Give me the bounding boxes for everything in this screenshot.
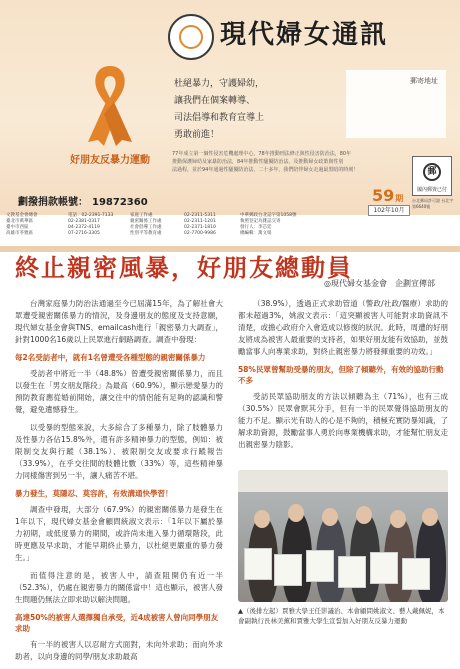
postage-stamp [412,156,452,196]
foundation-logo-icon [168,14,214,60]
article-paragraph: 而值得注意的是，被害人中，請查阻開仍有近一半（52.3%），仍處在親密暴力的關係當中！這也顯示，被害人發生問題仍無法立即求助以解決問題。 [15,571,223,604]
mailing-address-box [346,70,446,138]
section-subhead: 高達50%的被害人選擇獨自承受，近4成被害人曾向同學朋友求助 [15,613,219,633]
section-subhead: 58%民眾曾幫助受暴的朋友，但除了傾聽外，有效的協助行動不多 [238,365,444,385]
photo-sign [274,554,302,586]
masthead [0,0,460,215]
office-column: 家庭工作處 親密關係工作處 社會倡導工作處 性別平等教育處 [130,213,162,236]
office-column: 文教基金會總會 臺北市萬華區 臺中市西區 高雄市苓雅區 [6,213,38,236]
donation-label: 劃撥捐款帳號： [18,197,88,208]
photo-face [254,510,270,528]
slogan-block [174,76,264,144]
slogan-line: 勇敢前進！ [174,130,220,140]
photo-sign [370,552,398,584]
article-paragraph: 以受暴的型態來說，大多綜合了多種暴力，除了肢體暴力及性暴力各佔15.8%外，還有許多精神暴力的型態，例如：被限制交友與行蹤（38.1%）、被限制交友或要求行蹤報告（33.9%），在乎交往間的肢體比數（33%）等，這些精神暴力同樣傷害到另一半，讓人痛苦不堪。 [15,423,223,480]
history-line: 77年成立第一個性侵害危機處理中心，78年推動刑法修正與性侵害防治法，80年 [172,151,352,157]
office-column: 02-2311-5311 02-2311-1201 02-2371-1810 02-7700-9986 [184,213,216,236]
awareness-ribbon-icon [82,62,138,146]
slogan-line: 司法倡導和教育宣導上 [174,113,265,123]
article-column-right [238,298,448,457]
photo-sign [338,556,366,588]
article-paragraph: 有一半的被害人以忍耐方式面對，未向外求助；而向外求助者，以向身邊的同學/朋友求助最高 [15,640,223,661]
photo-sign [402,558,430,590]
address-label: 郵寄地址 [410,77,438,85]
mail-permit: 台北郵局許可證 台北字第6640號 [412,198,454,209]
postage-seal-icon: 郵 [423,163,441,181]
article-column-left [15,298,223,669]
issue-date: 102年10月 [368,205,410,216]
office-directory [6,213,356,243]
photo-face [390,510,406,528]
article-headline: 終止親密風暴，好朋友總動員 [15,253,353,282]
office-column: 中華郵政台北誌字第1058號 執照登記為雜誌交寄 發行人：李芯廷 總編輯：萬文娟 [240,213,297,236]
photo-face [422,508,438,526]
history-line: 法過程，並於94年通過性騷擾防治法，二十多年，我們陪伴婦女走過最黑暗的時刻！ [172,167,359,173]
photo-sign [306,550,334,582]
section-subhead: 暴力發生，莫隱忍、莫容許，有效溝通快學習！ [15,489,173,498]
postage-label: 國內郵資已付 [416,187,447,193]
slogan-line: 讓我們在個案轉導、 [174,96,256,106]
photo-face [322,508,338,526]
article-paragraph: 受訪者中將近一半（48.8%）曾遭受親密關係暴力，而且以發生在「男女朋友階段」為最高（60.9%），顯示戀愛暴力的預防教育應從婚前開始，讓交往中的情侶能有足夠的認識和警覺，避免遺憾發生。 [15,369,223,414]
article-byline: ◎現代婦女基金會 企劃宣傳部 [324,279,435,288]
article-paragraph: （38.9%），透過正式求助管道（警政/社政/醫療）求助的都未超過3%，姚淑文表示：「這突顯被害人可能對求助資訊不清楚，或擔心政府介入會造成以修復的狀況。此時，周遭的好朋友將成為被害人最重要的支持者，如果好朋友能有效協助，並鼓勵當事人向專業求助，對終止親密暴力將發揮重要的功效。」 [238,299,448,356]
donation-account [18,193,148,208]
issue-number: 59期 [372,186,404,205]
event-photo [238,470,448,602]
photo-caption: ▲（後排左起）賈雅大學王任影議治、本會顧問姚淑文、藝人戴佩妮，本會副執行長林美薰和賈雅大學生宣誓加入好朋友反暴力運動 [238,607,445,625]
newsletter-title: 現代婦女通訊 [220,20,389,50]
photo-sign [244,548,272,580]
donation-number: 19872360 [92,197,148,208]
article-paragraph: 台灣家庭暴力防治法通過至今已屆滿15年，為了解社會大眾遭受親密關係暴力的情況，及身邊朋友的態度及支持意願，現代婦女基金會與TNS、emailcash進行「親密暴力大調查」，針對1000名16歲以上民眾進行網路調查。調查中發現： [15,299,223,344]
article-paragraph: 調查中發現，大部分（67.9%）的親密關係暴力是發生在1年以下，現代婦女基金會顧問統淑文表示：「1年以下屬於暴力初期，或低度暴力的期間，或許尚未進入暴力循環階段，此時更應及早求助，才能早期終止暴力，以杜絕更嚴重的暴力發生。」 [15,505,223,562]
photo-face [288,504,304,522]
slogan-line: 杜絕暴力，守護婦幼， [174,79,265,89]
photo-backdrop [238,470,448,492]
article-paragraph: 受訪民眾協助朋友的方法以傾聽為主（71%），也有三成（30.5%）民眾會默其分手，但有一半的民眾覺得協助朋友的能力不足。顯示光有助人的心是不夠的，積極充實防暴知識，了解求助資源，鼓勵當事人勇於向專業機構求助，才能幫忙朋友走出親密暴力陰影。 [238,392,448,449]
history-line: 推動保護婦幼及家暴防治法，84年推動性騷擾防治法，及推動婦女政策與性別 [172,159,344,165]
campaign-name: 好朋友反暴力運動 [70,155,150,166]
photo-face [356,506,372,524]
office-column: 電話：02-2391-7133 02-2381-0317 04-2372-4119 07-2716-3305 [68,213,114,236]
foundation-history [172,150,402,174]
section-subhead: 每2名受訪者中，就有1名曾遭受各種型態的親密關係暴力 [15,353,206,362]
